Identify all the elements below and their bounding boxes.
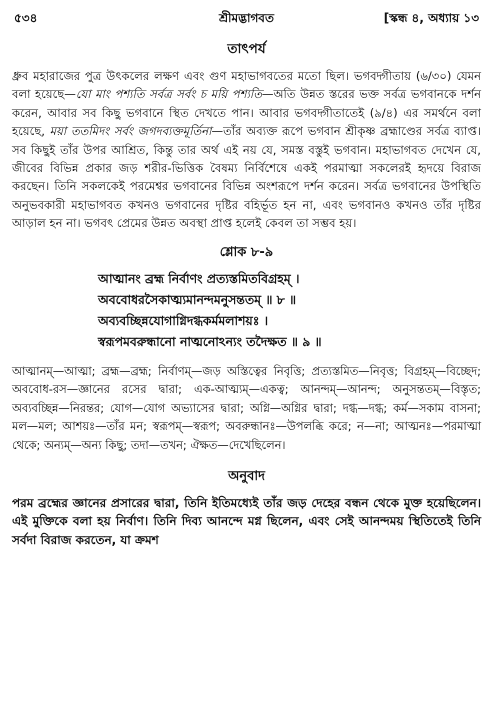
verse-line: স্বরূপমবরুন্ধানো নাত্মনোঽন্যং তদৈক্ষত ॥ ৯ ॥ [98,333,322,349]
verse-line: অব্যবচ্ছিন্নযোগাগ্নিদগ্ধকর্মমলাশয়ঃ । [98,312,269,328]
purport-quote-2: ময়া ততমিদং সর্বং জগদব্যক্তমূর্তিনা [49,124,212,139]
purport-title: তাৎপর্য [227,41,266,57]
purport-part-2: —অতি উন্নত স্তরের ভক্ত সর্বত্র ভগবানকে দর্শন করেন, আবার সব কিছু ভগবানে স্থিত দেখতে পান। আবার ভগবদ্গীতাতেই (৯/৪) এর সমর্থনে বলা হয়েছে, [12,87,481,139]
purport-part-1: ধ্রুব মহারাজের পুত্র উৎকলের লক্ষণ এবং গুণ মহাভাগবতের মতো ছিল। ভগবদ্গীতায় (৬/৩০) যেমন বলা হয়েছে— [12,69,481,102]
purport-part-3: —তাঁর অব্যক্ত রূপে ভগবান শ্রীকৃষ্ণ ব্রহ্মাণ্ডের সর্বত্র ব্যাপ্ত। সব কিছুই তাঁর উপর আশ্রিত, কিন্তু তার অর্থ এই নয় যে, সমস্ত বস্তুই ভগবান। মহাভাগবত দেখেন যে, জীবের বিভিন্ন প্রকার জড় শরীর-ভিত্তিক বৈষম্য নির্বিশেষে একই পরমাত্মা সকলেরই হৃদয়ে বিরাজ করছেন। তিনি সকলকেই পরমেশ্বর ভগবানের বিভিন্ন অংশরূপে দর্শন করেন। সর্বত্র ভগবানের উপস্থিতি অনুভবকারী মহাভাগবত কখনও ভগবানের দৃষ্টির বহির্ভূত হন না, এবং ভগবানও কখনও তাঁর দৃষ্টির আড়াল হন না। ভগবৎ প্রেমের উন্নত অবস্থা প্রাপ্ত হলেই কেবল তা সম্ভব হয়। [12,124,482,231]
translation-title: অনুবাদ [228,468,265,484]
page-number: ৫৩৪ [14,11,38,25]
purport-text [12,67,481,233]
synonyms-text: আত্মানম্—আত্মা; ব্রহ্ম—ব্রহ্ম; নির্বাণম্—জড় অস্তিত্বের নিবৃত্তি; প্রত্যস্তমিত—নিবৃত্ত; বিগ্রহম্—বিচ্ছেদ; অববোধ-রস—জ্ঞানের রসের দ্বারা; এক-আত্ম্যম্—একত্ব; আনন্দম্—আনন্দ; অনুসন্ততম্—বিস্তৃত; অব্যবচ্ছিন্ন—নিরন্তর; যোগ—যোগ অভ্যাসের দ্বারা; অগ্নি—অগ্নির দ্বারা; দগ্ধ—দগ্ধ; কর্ম—সকাম বাসনা; মল—মল; আশয়ঃ—তাঁর মন; স্বরূপম্—স্বরূপ; অবরুন্ধানঃ—উপলব্ধি করে; ন—না; আত্মনঃ—পরমাত্মা থেকে; অন্যম্—অন্য কিছু; তদা—তখন; ঐক্ষত—দেখেছিলেন। [12,363,481,453]
purport-quote-1: যো মাং পশ্যতি সর্বত্র সর্বং চ ময়ি পশ্যতি [75,87,262,102]
book-title: শ্রীমদ্ভাগবত [218,11,274,25]
verse-line: অববোধরসৈকাত্ম্যমানন্দমনুসন্ততম্ ॥ ৮ ॥ [98,291,297,307]
verse-title: শ্লোক ৮-৯ [219,244,274,260]
verse-line: আত্মানং ব্রহ্ম নির্বাণং প্রত্যস্তমিতবিগ্রহম্ । [98,270,300,286]
chapter-reference: [স্কন্ধ ৪, অধ্যায় ১৩ [383,11,479,25]
translation-text: পরম ব্রহ্মের জ্ঞানের প্রসারের দ্বারা, তিনি ইতিমধ্যেই তাঁর জড় দেহের বন্ধন থেকে মুক্ত হয়েছিলেন। এই মুক্তিকে বলা হয় নির্বাণ। তিনি দিব্য আনন্দে মগ্ন ছিলেন, এবং সেই আনন্দময় স্থিতিতেই তিনি সর্বদা বিরাজ করতেন, যা ক্রমশ [12,495,481,548]
page-header [12,6,481,28]
verse-text [12,268,481,352]
